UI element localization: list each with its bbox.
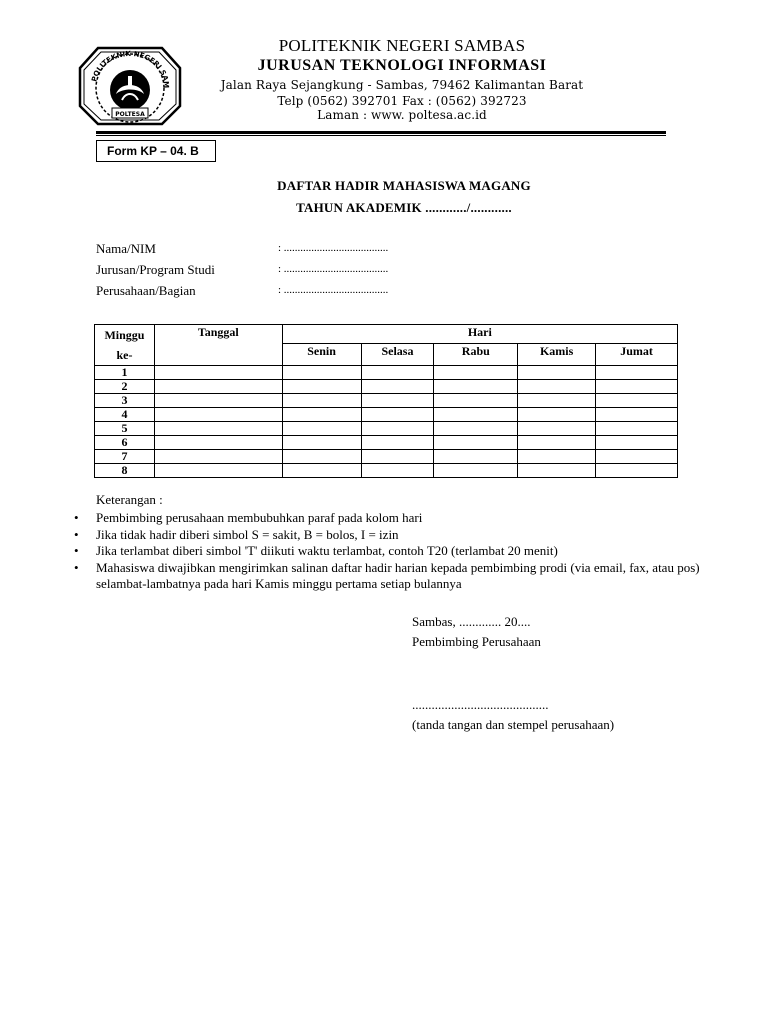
day-cell[interactable]	[434, 422, 518, 436]
form-code-box: Form KP – 04. B	[96, 140, 216, 162]
website-line: Laman : www. poltesa.ac.id	[317, 108, 487, 122]
header-week-line2: ke-	[116, 348, 133, 362]
field-label-jurusan: Jurusan/Program Studi	[96, 262, 215, 277]
header-day: Kamis	[518, 343, 596, 365]
phone-line: Telp (0562) 392701 Fax : (0562) 392723	[277, 94, 527, 108]
day-cell[interactable]	[434, 380, 518, 394]
day-cell[interactable]	[434, 436, 518, 450]
address-line: Jalan Raya Sejangkung - Sambas, 79462 Kalimantan Barat	[220, 78, 584, 92]
header-rule-thick	[96, 131, 666, 134]
week-row	[95, 436, 678, 450]
day-cell[interactable]	[596, 464, 678, 478]
day-cell[interactable]	[282, 464, 361, 478]
day-cell[interactable]	[434, 408, 518, 422]
field-value-perusahaan[interactable]: : ......................................	[278, 284, 389, 296]
signature-place-date: Sambas, ............. 20....	[412, 614, 531, 629]
day-cell[interactable]	[361, 380, 434, 394]
day-cell[interactable]	[282, 436, 361, 450]
day-cell[interactable]	[434, 394, 518, 408]
date-cell[interactable]	[154, 394, 282, 408]
header-day-group: Hari	[282, 325, 677, 344]
day-cell[interactable]	[518, 436, 596, 450]
day-cell[interactable]	[596, 380, 678, 394]
day-cell[interactable]	[434, 464, 518, 478]
day-cell[interactable]	[361, 394, 434, 408]
day-cell[interactable]	[596, 422, 678, 436]
date-cell[interactable]	[154, 450, 282, 464]
department-name: JURUSAN TEKNOLOGI INFORMASI	[257, 57, 547, 74]
week-row	[95, 464, 678, 478]
day-cell[interactable]	[596, 450, 678, 464]
day-cell[interactable]	[361, 422, 434, 436]
day-cell[interactable]	[518, 422, 596, 436]
day-cell[interactable]	[361, 450, 434, 464]
attendance-table	[94, 324, 678, 478]
poltesa-logo	[76, 42, 184, 128]
week-number: 7	[95, 450, 155, 464]
notes-title: Keterangan :	[96, 492, 163, 507]
day-cell[interactable]	[361, 436, 434, 450]
week-number: 1	[95, 366, 155, 380]
field-label-nama-nim: Nama/NIM	[96, 241, 156, 256]
week-number: 6	[95, 436, 155, 450]
header-week	[95, 325, 155, 366]
week-row	[95, 394, 678, 408]
header-week-line1: Minggu	[104, 328, 145, 342]
day-cell[interactable]	[518, 464, 596, 478]
header-day: Senin	[282, 343, 361, 365]
field-label-perusahaan: Perusahaan/Bagian	[96, 283, 196, 298]
signature-caption: (tanda tangan dan stempel perusahaan)	[412, 717, 615, 732]
week-row	[95, 366, 678, 380]
week-row	[95, 450, 678, 464]
academic-year: TAHUN AKADEMIK ............/............	[296, 200, 512, 215]
field-value-jurusan[interactable]: : ......................................	[278, 263, 389, 275]
day-cell[interactable]	[282, 394, 361, 408]
logo-bottom-text: POLTESA	[115, 111, 145, 118]
date-cell[interactable]	[154, 380, 282, 394]
header-day: Jumat	[596, 343, 678, 365]
day-cell[interactable]	[361, 464, 434, 478]
day-cell[interactable]	[518, 450, 596, 464]
day-cell[interactable]	[434, 450, 518, 464]
notes-list	[96, 510, 716, 593]
day-cell[interactable]	[518, 366, 596, 380]
week-number: 3	[95, 394, 155, 408]
date-cell[interactable]	[154, 436, 282, 450]
note-item: • Pembimbing perusahaan membubuhkan paraf pada kolom hari	[96, 510, 716, 527]
date-cell[interactable]	[154, 422, 282, 436]
week-number: 4	[95, 408, 155, 422]
week-row	[95, 422, 678, 436]
week-rows	[95, 366, 678, 478]
day-cell[interactable]	[518, 408, 596, 422]
date-cell[interactable]	[154, 366, 282, 380]
field-value-nama-nim[interactable]: : ......................................	[278, 242, 389, 254]
day-cell[interactable]	[282, 422, 361, 436]
week-row	[95, 408, 678, 422]
day-cell[interactable]	[282, 408, 361, 422]
logo-arc-text: POLITEKNIK NEGERI SAM	[90, 49, 171, 89]
header-day: Rabu	[434, 343, 518, 365]
day-cell[interactable]	[282, 366, 361, 380]
day-cell[interactable]	[361, 408, 434, 422]
day-cell[interactable]	[518, 394, 596, 408]
week-number: 2	[95, 380, 155, 394]
header-day: Selasa	[361, 343, 434, 365]
day-cell[interactable]	[596, 366, 678, 380]
day-cell[interactable]	[518, 380, 596, 394]
institution-name: POLITEKNIK NEGERI SAMBAS	[278, 36, 526, 55]
week-number: 8	[95, 464, 155, 478]
day-cell[interactable]	[282, 380, 361, 394]
day-cell[interactable]	[282, 450, 361, 464]
header-date: Tanggal	[154, 325, 282, 366]
day-cell[interactable]	[596, 394, 678, 408]
day-cell[interactable]	[596, 408, 678, 422]
signature-role: Pembimbing Perusahaan	[412, 634, 541, 649]
date-cell[interactable]	[154, 464, 282, 478]
day-cell[interactable]	[596, 436, 678, 450]
week-number: 5	[95, 422, 155, 436]
signature-line: ..........................................	[412, 697, 549, 712]
document-title: DAFTAR HADIR MAHASISWA MAGANG	[277, 178, 531, 193]
note-item: • Jika tidak hadir diberi simbol S = sakit, B = bolos, I = izin	[96, 527, 716, 544]
note-item: • Jika terlambat diberi simbol 'T' diikuti waktu terlambat, contoh T20 (terlambat 20 menit)	[96, 543, 716, 560]
day-cell[interactable]	[434, 366, 518, 380]
header-rule-thin	[96, 135, 666, 136]
note-item: • Mahasiswa diwajibkan mengirimkan salinan daftar hadir harian kepada pembimbing prodi (via email, fax, atau pos) selambat-lambatnya pada hari Kamis minggu pertama setiap bulannya	[96, 560, 716, 593]
week-row	[95, 380, 678, 394]
date-cell[interactable]	[154, 408, 282, 422]
day-cell[interactable]	[361, 366, 434, 380]
